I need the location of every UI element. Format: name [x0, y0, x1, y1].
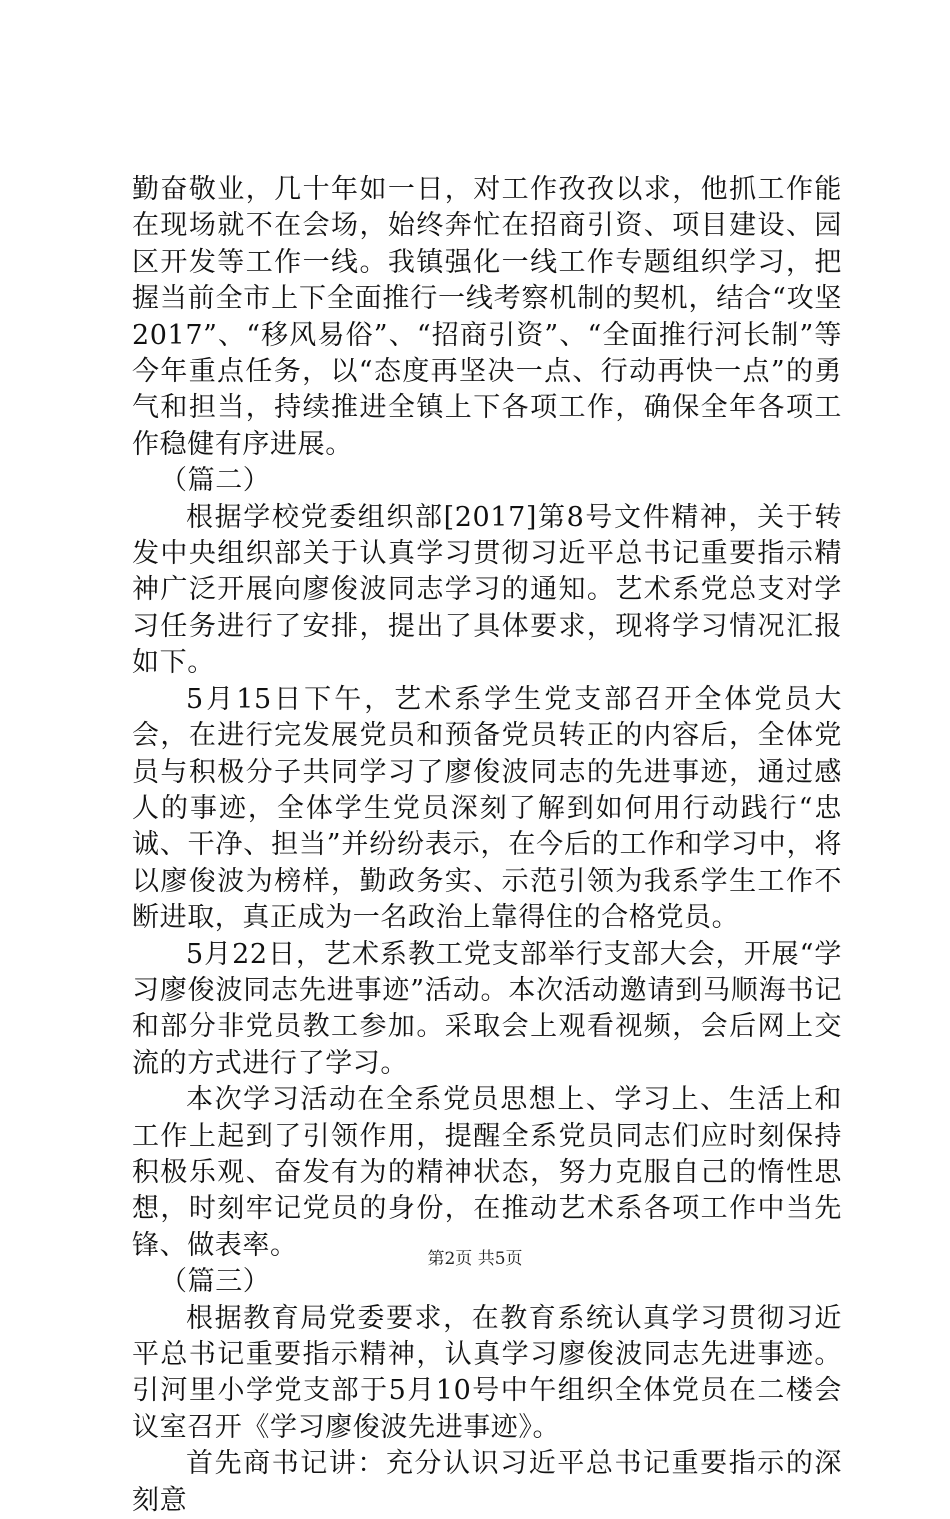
paragraph-secretary-speech: 首先商书记讲：充分认识习近平总书记重要指示的深刻意 [132, 1448, 842, 1516]
paragraph-may-15: 5月15日下午，艺术系学生党支部召开全体党员大会，在进行完发展党员和预备党员转正的内容后，全体党员与积极分子共同学习了廖俊波同志的先进事迹，通过感人的事迹，全体学生党员深刻了解到如何用行动践行“忠诚、干净、担当”并纷纷表示，在今后的工作和学习中，将以廖俊波为榜样，勤政务实、示范引领为我系学生工作不断进取，真正成为一名政治上靠得住的合格党员。 [132, 683, 842, 934]
paragraph-summary: 本次学习活动在全系党员思想上、学习上、生活上和工作上起到了引领作用，提醒全系党员同志们应时刻保持积极乐观、奋发有为的精神状态，努力克服自己的惰性思想，时刻牢记党员的身份，在推动艺术系各项工作中当先锋、做表率。 [132, 1084, 842, 1261]
paragraph-education-bureau: 根据教育局党委要求，在教育系统认真学习贯彻习近平总书记重要指示精神，认真学习廖俊波同志先进事迹。引河里小学党支部于5月10号中午组织全体党员在二楼会议室召开《学习廖俊波先进事迹》。 [132, 1302, 842, 1443]
continuation-paragraph: 勤奋敬业，几十年如一日，对工作孜孜以求，他抓工作能在现场就不在会场，始终奔忙在招商引资、项目建设、园区开发等工作一线。我镇强化一线工作专题组织学习，把握当前全市上下全面推行一线考察机制的契机，结合“攻坚2017”、“移风易俗”、“招商引资”、“全面推行河长制”等今年重点任务，以“态度再坚决一点、行动再快一点”的勇气和担当，持续推进全镇上下各项工作，确保全年各项工作稳健有序进展。 [132, 174, 842, 460]
paragraph-may-22: 5月22日，艺术系教工党支部举行支部大会，开展“学习廖俊波同志先进事迹”活动。本次活动邀请到马顺海书记和部分非党员教工参加。采取会上观看视频，会后网上交流的方式进行了学习。 [132, 938, 842, 1079]
page-footer: 第2页 共5页 [427, 1249, 523, 1269]
document-body [132, 172, 842, 1519]
section-heading-3: （篇三） [160, 1266, 271, 1298]
section-heading-2: （篇二） [160, 465, 271, 497]
paragraph-notice: 根据学校党委组织部[2017]第8号文件精神，关于转发中央组织部关于认真学习贯彻习近平总书记重要指示精神广泛开展向廖俊波同志学习的通知。艺术系党总支对学习任务进行了安排，提出了具体要求，现将学习情况汇报如下。 [132, 501, 842, 679]
